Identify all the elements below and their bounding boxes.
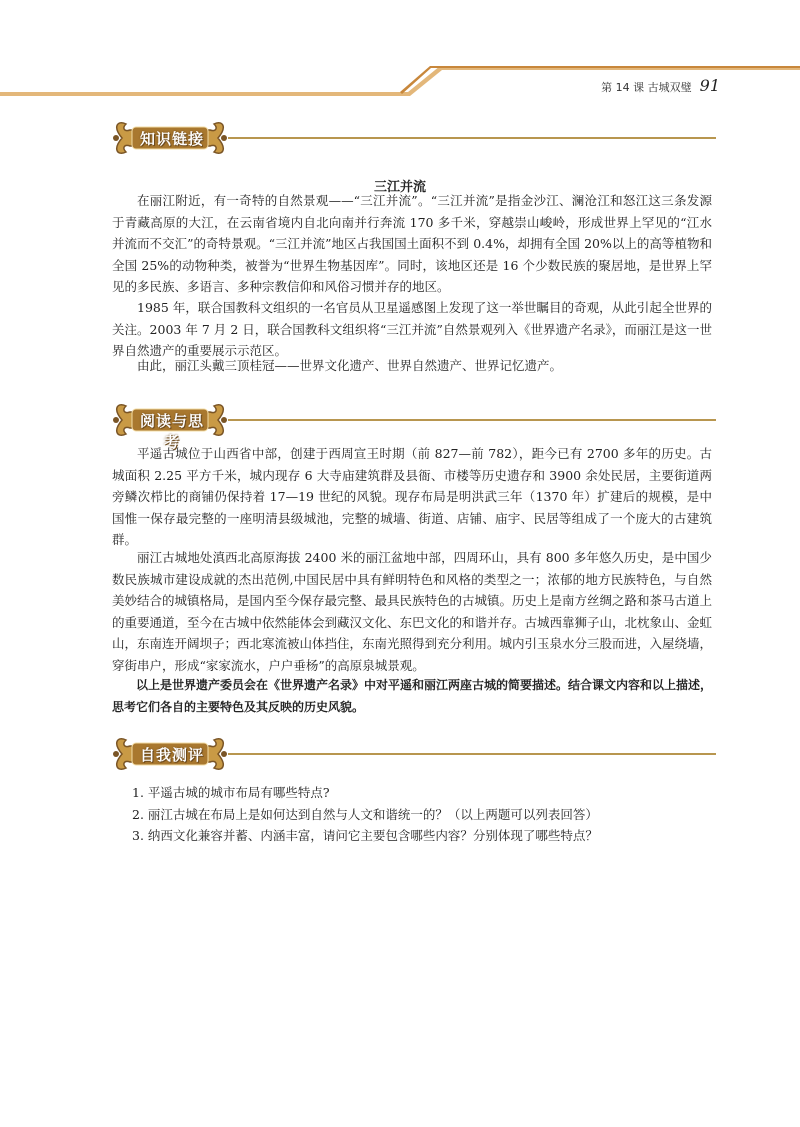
section-rule <box>228 137 716 139</box>
section-label: 知识链接 <box>139 130 204 148</box>
section-rule <box>228 753 716 755</box>
question-item: 3. 纳西文化兼容并蓄、内涵丰富，请问它主要包含哪些内容？分别体现了哪些特点？ <box>132 828 598 843</box>
article-title: 三江并流 <box>373 180 426 195</box>
paragraph-emphasis: 以上是世界遗产委员会在《世界遗产名录》中对平遥和丽江两座古城的简要描述。结合课文内容和以上描述，思考它们各自的主要特色及其反映的历史风貌。 <box>112 678 713 714</box>
question-item: 2. 丽江古城在布局上是如何达到自然与人文和谐统一的？（以上两题可以列表回答） <box>132 806 598 822</box>
paragraph: 1985 年，联合国教科文组织的一名官员从卫星遥感图上发现了这一举世瞩目的奇观，从此引起全世界的关注。2003 年 7 月 2 日，联合国教科文组织将“三江并流”自然景观列入《世界遗产名录》，而丽江是这一世界自然遗产的重要展示示范区。 <box>112 300 712 358</box>
question-item: 1. 平遥古城的城市布局有哪些特点? <box>132 785 330 800</box>
section-knowledge-link <box>108 118 716 158</box>
paragraph: 平遥古城位于山西省中部，创建于西周宣王时期（前 827—前 782），距今已有 2700 多年的历史。古城面积 2.25 平方千米，城内现存 6 大寺庙建筑群及县衙、市楼等历史遗存和 3900 余处民居，主要街道两旁鳞次栉比的商铺仍保持着 17—19 世纪的风貌。现存布局是明洪武三年（1370 年）扩建后的规模，是中国惟一保存最完整的一座明清县级城池，完整的城墙、街道、店铺、庙宇、民居等组成了一个庞大的古建筑群。 <box>112 446 712 547</box>
section-label: 自我测评 <box>139 746 204 764</box>
paragraph: 由此，丽江头戴三顶桂冠——世界文化遗产、世界自然遗产、世界记忆遗产。 <box>137 358 563 373</box>
running-header <box>560 76 720 95</box>
section-label: 阅读与思考 <box>139 412 204 451</box>
section-reading-thinking <box>108 400 716 451</box>
section-rule <box>228 419 716 421</box>
paragraph: 丽江古城地处滇西北高原海拔 2400 米的丽江盆地中部，四周环山，具有 800 多年悠久历史，是中国少数民族城市建设成就的杰出范例,中国民居中具有鲜明特色和风格的类型之一；浓郁的地方民族特色，与自然美妙结合的城镇格局，是国内至今保存最完整、最具民族特色的古城镇。历史上是南方丝绸之路和茶马古道上的重要通道，至今在古城中依然能体会到藏汉文化、东巴文化的和谐并存。古城西靠狮子山，北枕象山、金虹山，东南连开阔坝子；西北寒流被山体挡住，东南光照得到充分利用。城内引玉泉水分三股而进，入屋绕墙，穿街串户，形成“家家流水，户户垂杨”的高原泉城景观。 <box>112 550 713 673</box>
question-list <box>132 782 712 847</box>
lesson-title: 第 14 课 古城双璧 <box>601 81 692 94</box>
paragraph: 在丽江附近，有一奇特的自然景观——“三江并流”。“三江并流”是指金沙江、澜沧江和怒江这三条发源于青藏高原的大江，在云南省境内自北向南并行奔流 170 多千米，穿越崇山峻岭，形成世界上罕见的“江水并流而不交汇”的奇特景观。“三江并流”地区占我国国土面积不到 0.4%，却拥有全国 20%以上的高等植物和全国 25%的动物种类，被誉为“世界生物基因库”。同时，该地区还是 16 个少数民族的聚居地，是世界上罕见的多民族、多语言、多种宗教信仰和风俗习惯并存的地区。 <box>112 193 712 294</box>
page-number: 91 <box>699 76 720 95</box>
section-self-assessment <box>108 734 716 774</box>
